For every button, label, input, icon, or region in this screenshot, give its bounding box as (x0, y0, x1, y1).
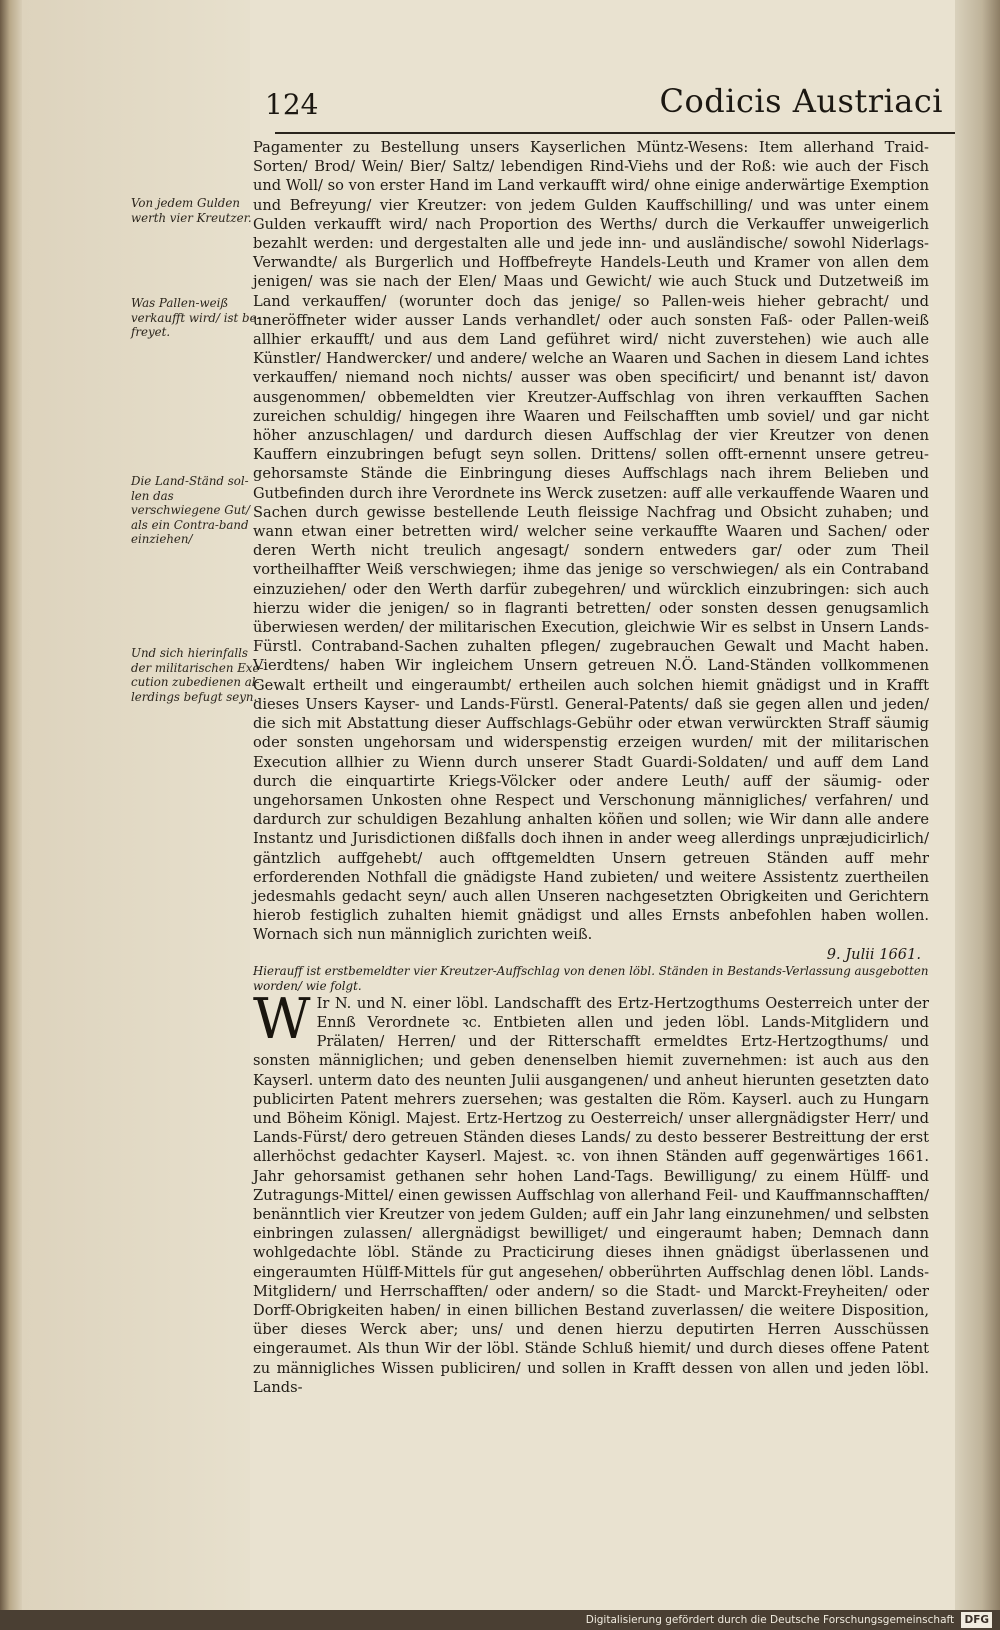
decree-date: 9. Julii 1661. (826, 945, 921, 963)
header-rule (275, 132, 955, 134)
running-head: Codicis Austriaci (659, 82, 943, 120)
credit-text: Digitalisierung gefördert durch die Deutsche Forschungsgemeinschaft (585, 1614, 955, 1626)
drop-cap: W (253, 986, 311, 1052)
book-binding (0, 0, 22, 1610)
book-page (25, 0, 955, 1610)
body-text (253, 138, 929, 1397)
margin-note: Von jedem Gulden werth vier Kreutzer. (131, 196, 252, 225)
margin-note: Was Pallen-weiß verkaufft wird/ ist be-freyet. (131, 296, 261, 340)
funding-credit (586, 1612, 992, 1628)
second-proclamation (253, 986, 929, 1397)
section-notice: Hierauff ist erstbemeldter vier Kreutzer-Auffschlag von denen löbl. Ständen in Bestands-Verlassung ausgebotten worden/ wie folgt. (253, 963, 929, 993)
margin-note: Und sich hierinfalls der militarischen Exe-cution zubedienen al-lerdings befugt seyn. (131, 646, 264, 704)
paragraph-proclamation: Ir N. und N. einer löbl. Landschafft des Ertz-Hertzogthums Oesterreich unter der Ennß Verordnete ꝛc. Entbieten allen und jeden löbl. Lands-Mitglidern und Prälaten/ Herren/ und der Ritterschafft ermeldtes Ertz-Hertzogthums/ und sonsten männiglichen; und geben denenselben hiemit zuvernehmen: ist auch aus den Kayserl. unterm dato des neunten Julii ausgangenen/ und anheut hierunten gesetzten dato publicirten Patent mehrers zuersehen; was gestalten die Röm. Kayserl. auch zu Hungarn und Böheim Königl. Majest. Ertz-Hertzog zu Oesterreich/ unser allergnädigster Herr/ und Lands-Fürst/ dero getreuen Ständen dieses Lands/ zu desto besserer Bestreittung der erst allerhöchst gedachter Kayserl. Majest. ꝛc. von ihnen Ständen auff gegenwärtiges 1661. Jahr gehorsamist gethanen sehr hohen Land-Tags. Bewilligung/ zu einem Hülff- und Zutragungs-Mittel/ einen gewissen Auffschlag von allerhand Feil- und Kauffmannschafften/ benänntlich vier Kreutzer von jedem Gulden; auff ein Jahr lang einzunehmen/ und selbsten einbringen zulassen/ allergnädigst bewilliget/ und eingeraumt haben; Demnach dann wohlgedachte löbl. Stände zu Practicirung dieses ihnen gnädigst überlassenen und eingeraumten Hülff-Mittels für gut angesehen/ obberührten Auffschlag denen löbl. Lands-Mitglidern/ und Herrschafften/ oder andern/ so die Stadt- und Marckt-Freyheiten/ oder Dorff-Obrigkeiten haben/ in einen billichen Bestand zuverlassen/ die weitere Disposition, über dieses Werck aber; uns/ und denen hierzu deputirten Herren Ausschüssen eingeraumet. Als thun Wir der löbl. Stände Schluß hiemit/ und durch dieses offene Patent zu männigliches Wissen publiciren/ und sollen in Krafft dessen von allen und jeden löbl. Lands- (253, 994, 929, 1396)
paragraph-decree: Pagamenter zu Bestellung unsers Kayserlichen Müntz-Wesens: Item allerhand Traid-Sorten/ Brod/ Wein/ Bier/ Saltz/ lebendigen Rind-Viehs und der Roß: wie auch der Fisch und Woll/ so von erster Hand im Land verkaufft wird/ ohne einige anderwärtige Exemption und Befreyung/ vier Kreutzer: von jedem Gulden Kauffschilling/ und was unter einem Gulden verkaufft wird/ nach Proportion des Werths/ durch die Verkauffer unweigerlich bezahlt werden: und dergestalten alle und jede inn- und ausländische/ sowohl Niderlags-Verwandte/ als Burgerlich und Hoffbefreyte Handels-Leuth und Kramer von allen dem jenigen/ was sie nach der Elen/ Maas und Gewicht/ wie auch Stuck und Dutzetweiß im Land verkauffen/ (worunter doch das jenige/ so Pallen-weis hieher gebracht/ und uneröffneter wider ausser Lands verhandlet/ oder auch sonsten Faß- oder Pallen-weiß allhier erkaufft/ und aus dem Land geführet wird/ nicht zuverstehen) wie auch alle Künstler/ Handwercker/ und andere/ welche an Waaren und Sachen in diesem Land ichtes verkauffen/ niemand noch nichts/ ausser was oben specificirt/ und benannt ist/ davon ausgenommen/ obbemeldten vier Kreutzer-Auffschlag von ihren verkaufften Sachen zureichen schuldig/ hingegen ihre Waaren und Feilschafften umb soviel/ und gar nicht höher anzuschlagen/ und dardurch diesen Auffschlag der vier Kreutzer von denen Kauffern einzubringen befugt seyn sollen. Drittens/ sollen offt-ernennt unsere getreu-gehorsamste Stände die Einbringung dieses Auffschlags nach ihrem Belieben und Gutbefinden durch ihre Verordnete ins Werck zusetzen: auff alle verkauffende Waaren und Sachen durch gewisse bestellende Leuth fleissige Nachfrag und Obsicht zuhaben; und wann etwan einer betretten wird/ welcher seine verkauffte Waaren und Sachen/ oder deren Werth nicht treulich angesagt/ sondern entweders gar/ oder zum Theil vortheilhaffter Weiß verschwiegen; ihme das jenige so verschwiegen/ als ein Contraband einzuziehen/ oder den Werth darfür zubegehren/ und würcklich einzubringen: sich auch hierzu wider die jenigen/ so in flagranti betretten/ oder sonsten dessen genugsamlich überwiesen werden/ der militarischen Execution, gleichwie Wir es selbst in Unsern Lands-Fürstl. Contraband-Sachen zuhalten pflegen/ zugebrauchen Gewalt und Macht haben. Vierdtens/ haben Wir ingleichem Unsern getreuen N.Ö. Land-Ständen vollkommenen Gewalt ertheilt und eingeraumbt/ ertheilen auch solchen hiemit gnädigst und in Krafft dieses Unsers Kayser- und Lands-Fürstl. General-Patents/ daß sie gegen allen und jeden/ die sich mit Abstattung dieser Auffschlags-Gebühr oder etwan verwürckten Straff säumig oder sonsten ungehorsam und widerspenstig erzeigen wurden/ mit der militarischen Execution allhier zu Wienn durch unserer Stadt Guardi-Soldaten/ und auff dem Land durch die einquartirte Kriegs-Völcker oder andere Leuth/ auff der säumig- oder ungehorsamen Unkosten ohne Respect und Verschonung männigliches/ verfahren/ und dardurch zur schuldigen Bezahlung anhalten köñen und sollen; wie Wir dann alle andere Instantz und Jurisdictionen dißfalls doch ihnen in ander weeg allerdings unpræjudicirlich/ gäntzlich auffgehebt/ auch offtgemeldten Unsern getreuen Ständen auff mehr erforderenden Nothfall die gnädigste Hand zubieten/ und weitere Assistentz zuertheilen jedesmahls gedacht seyn/ auch allen Unseren nachgesetzten Obrigkeiten und Gerichtern hierob festiglich zuhalten hiemit gnädigst und alles Ernsts anbefohlen haben wollen. Wornach sich nun männiglich zurichten weiß. (253, 139, 929, 944)
page-header (255, 82, 955, 132)
page-number: 124 (265, 88, 319, 121)
dfg-logo: DFG (961, 1612, 992, 1628)
page-edge (955, 0, 1000, 1610)
margin-note: Die Land-Ständ sol-len das verschwiegene Gut/ als ein Contra-band einziehen/ (131, 474, 250, 547)
